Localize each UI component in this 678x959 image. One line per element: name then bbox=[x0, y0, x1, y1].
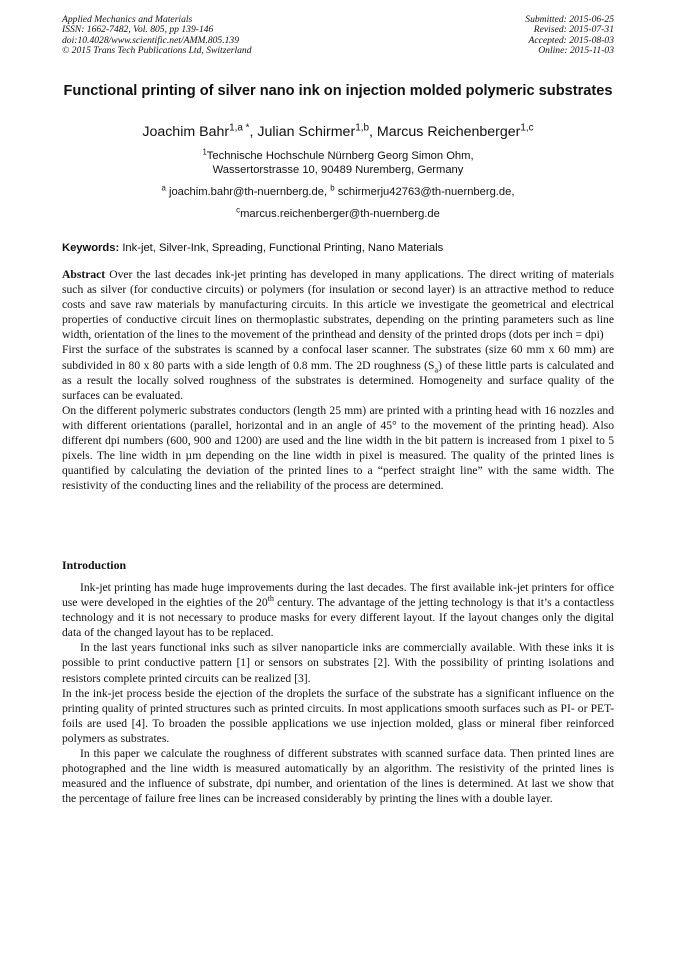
submitted-date: Submitted: 2015-06-25 bbox=[525, 14, 614, 25]
publication-dates bbox=[525, 15, 614, 57]
author-name: Joachim Bahr bbox=[142, 124, 230, 140]
author-affiliation-mark: 1,a * bbox=[229, 122, 250, 134]
author-list: Joachim Bahr$^{1,a *}$, Julian Schirmer$^{1,b}$, Marcus Reichenberger$^{1,c}$ bbox=[142, 122, 534, 140]
keywords bbox=[62, 241, 614, 255]
email-link[interactable]: marcus.reichenberger@th-nuernberg.de bbox=[240, 208, 440, 220]
abstract-paragraph: On the different polymeric substrates conductors (length 25 mm) are printed with a printing head with 16 nozzles and with different orientations (parallel, horizontal and in an angle of 45° to the movement of the printing head). Also different dpi numbers (600, 900 and 1200) are used and the line width in the bit pattern is increased from 1 pixel to 5 pixels. The line width in µm depending on the line width in pixel is measured. The quality of the printed lines is quantified by calculating the deviation of the printed lines to a “perfect straight line” with the same width. The resistivity of the conducting lines and the reliability of the process are determined. bbox=[62, 403, 614, 493]
email-line-2: $^c$marcus.reichenberger@th-nuernberg.de bbox=[236, 205, 440, 220]
intro-paragraph: In the ink-jet process beside the ejection of the droplets the surface of the substrate has a significant influence on the printing quality of printed structures such as printed circuits. In most applications smooth surfaces such as PI- or PET-foils are used [4]. To broaden the possible applications we use injection molded, glass or mineral fiber reinforced polymers as substrates. bbox=[62, 686, 614, 745]
author-name: Marcus Reichenberger bbox=[376, 124, 521, 140]
section-heading-introduction: Introduction bbox=[62, 558, 127, 572]
abstract-paragraph: First the surface of the substrates is scanned by a confocal laser scanner. The substrates (size 60 mm x 60 mm) are subdivided in 80 x 80 parts with a side length of 0.8 mm. The 2D roughness $(S_a)$ of these little parts is calculated and as a result the locally solved roughness of the substrates is determined. Homogeneity and surface quality of the surfaces can be evaluated. bbox=[62, 343, 614, 402]
email-link[interactable]: joachim.bahr@th-nuernberg.de, bbox=[168, 186, 328, 198]
author-name: Julian Schirmer bbox=[257, 124, 356, 140]
journal-name: Applied Mechanics and Materials bbox=[62, 14, 193, 25]
author-affiliation-mark: 1,c bbox=[520, 122, 534, 134]
affiliation bbox=[62, 149, 614, 177]
intro-paragraph: In this paper we calculate the roughness of different substrates with scanned surface data. Then printed lines are photographed and the line width is measured automatically by an algorithm. The resistivity of the printed lines is measured and the influence of substrate, dpi number, and orientation of the lines is determined. At last we show that the percentage of failure free lines can be increased considerably by printing the lines with a double layer. bbox=[62, 747, 614, 806]
doi-link[interactable]: doi:10.4028/www.scientific.net/AMM.805.139 bbox=[62, 34, 240, 46]
affiliation-line-2: Wassertorstrasse 10, 90489 Nuremberg, Germany bbox=[212, 164, 464, 176]
journal-info bbox=[62, 15, 252, 57]
issn-line: ISSN: 1662-7482, Vol. 805, pp 139-146 bbox=[62, 24, 214, 36]
affiliation-mark: 1 bbox=[202, 147, 207, 157]
intro-paragraph: In the last years functional inks such as silver nanoparticle inks are commercially available. With these inks it is possible to print conductive pattern [1] or sensors on substrates [2]. With the possibility of printing isolations and resistors complete printed circuits can be realized [3]. bbox=[62, 641, 614, 685]
email-link[interactable]: schirmerju42763@th-nuernberg.de, bbox=[337, 186, 515, 198]
copyright-line: © 2015 Trans Tech Publications Ltd, Switzerland bbox=[62, 45, 252, 57]
affiliation-line-1: Technische Hochschule Nürnberg Georg Simon Ohm, bbox=[206, 150, 474, 162]
author-affiliation-mark: 1,b bbox=[355, 122, 369, 134]
paper-title: Functional printing of silver nano ink on injection molded polymeric substrates bbox=[63, 83, 613, 99]
introduction-body bbox=[62, 580, 614, 806]
abstract-label: Abstract bbox=[62, 268, 106, 281]
abstract-paragraph: Abstract Over the last decades ink-jet printing has developed in many applications. The direct writing of materials such as silver (for conductive circuits) or polymers (for insulation or second layer) is an attractive method to reduce costs and save raw materials by manufacturing circuits. In this article we investigate the geometrical and electrical properties of conductive circuit lines on thermoplastic substrates, depending on the printing parameters such as line width, orientation of the lines to the movement of the printhead and density of the printed drops (dots per inch = dpi) bbox=[62, 268, 614, 342]
online-date: Online: 2015-11-03 bbox=[538, 45, 614, 57]
abstract bbox=[62, 267, 614, 493]
email-line-1: $^a$ joachim.bahr@th-nuernberg.de, $^b$ schirmerju42763@th-nuernberg.de, bbox=[161, 183, 515, 198]
keywords-label: Keywords: bbox=[62, 242, 120, 254]
intro-paragraph: Ink-jet printing has made huge improvements during the last decades. The first available ink-jet printers for office use were developed in the eighties of the 20th century. The advantage of the jetting technology is that it’s a contactless technology and it is not necessary to produce masks for every different layout. If the layout changes only the digital data of the changed layout has to be replaced. bbox=[62, 581, 615, 640]
keywords-text: Ink-jet, Silver-Ink, Spreading, Functional Printing, Nano Materials bbox=[122, 242, 444, 254]
accepted-date: Accepted: 2015-08-03 bbox=[528, 34, 614, 46]
revised-date: Revised: 2015-07-31 bbox=[533, 24, 614, 36]
